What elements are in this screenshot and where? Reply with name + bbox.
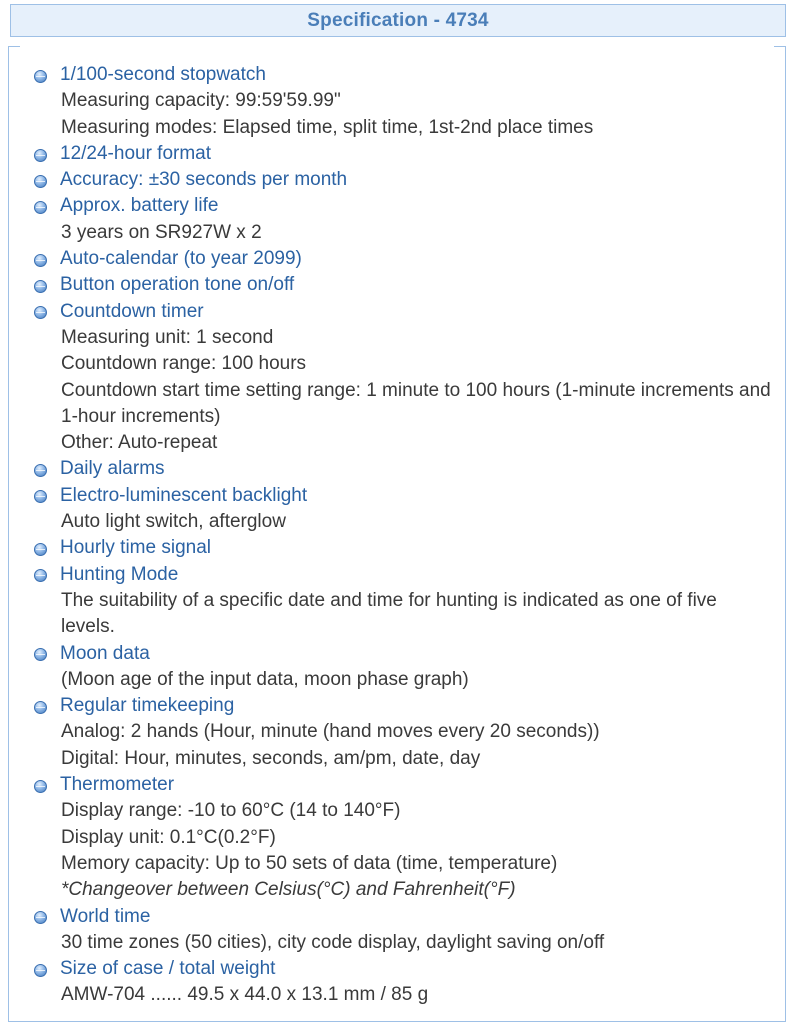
bullet-icon xyxy=(34,780,47,793)
spec-item-header xyxy=(34,483,774,509)
bullet-icon xyxy=(34,569,47,582)
bullet-icon xyxy=(34,280,47,293)
spec-item-header xyxy=(34,641,774,667)
spec-title: Approx. battery life xyxy=(60,195,219,217)
spec-item-header xyxy=(34,772,774,798)
spec-item-header xyxy=(34,167,774,193)
panel-corner-right xyxy=(774,46,786,47)
spec-item-header xyxy=(34,904,774,930)
spec-title: Button operation tone on/off xyxy=(60,274,295,296)
bullet-icon xyxy=(34,543,47,556)
spec-detail: The suitability of a specific date and time for hunting is indicated as one of five levels. xyxy=(61,589,717,638)
bullet-icon xyxy=(34,254,47,267)
bullet-icon xyxy=(34,911,47,924)
spec-item xyxy=(34,641,774,694)
spec-item xyxy=(34,141,774,167)
spec-detail: (Moon age of the input data, moon phase graph) xyxy=(61,668,469,690)
spec-detail: Memory capacity: Up to 50 sets of data (time, temperature) xyxy=(61,852,558,874)
spec-detail: AMW-704 ...... 49.5 x 44.0 x 13.1 mm / 85 g xyxy=(61,984,429,1006)
spec-title: Daily alarms xyxy=(60,458,165,480)
spec-detail: Other: Auto-repeat xyxy=(61,432,218,454)
spec-title: 1/100-second stopwatch xyxy=(60,64,266,85)
bullet-icon xyxy=(34,201,47,214)
spec-item xyxy=(34,772,774,903)
spec-detail: Countdown range: 100 hours xyxy=(61,353,307,375)
spec-title: Hourly time signal xyxy=(60,537,211,559)
bullet-icon xyxy=(34,648,47,661)
spec-item xyxy=(34,456,774,482)
spec-item-header xyxy=(34,562,774,588)
spec-title: World time xyxy=(60,905,151,927)
spec-note: *Changeover between Celsius(°C) and Fahrenheit(°F) xyxy=(61,879,516,901)
spec-item-header xyxy=(34,62,774,88)
spec-title: Accuracy: ±30 seconds per month xyxy=(60,169,348,191)
spec-title: Moon data xyxy=(60,642,150,664)
spec-list xyxy=(34,62,774,1009)
page-title: Specification - 4734 xyxy=(307,9,489,31)
spec-item xyxy=(34,193,774,246)
spec-detail: Digital: Hour, minutes, seconds, am/pm, date, day xyxy=(61,747,481,769)
spec-item-header xyxy=(34,141,774,167)
spec-item xyxy=(34,272,774,298)
spec-item-header xyxy=(34,246,774,272)
bullet-icon xyxy=(34,464,47,477)
bullet-icon xyxy=(34,701,47,714)
bullet-icon xyxy=(34,175,47,188)
spec-item xyxy=(34,904,774,957)
spec-item xyxy=(34,246,774,272)
spec-title: Thermometer xyxy=(60,774,175,796)
spec-item-header xyxy=(34,456,774,482)
spec-detail: Measuring unit: 1 second xyxy=(61,326,274,348)
spec-detail: Countdown start time setting range: 1 minute to 100 hours (1-minute increments and 1-hour increments) xyxy=(61,379,771,427)
spec-detail: Measuring capacity: 99:59'59.99" xyxy=(61,90,341,112)
spec-detail: Display unit: 0.1°C(0.2°F) xyxy=(61,826,276,848)
spec-title: 12/24-hour format xyxy=(60,142,212,164)
spec-detail: Analog: 2 hands (Hour, minute (hand moves every 20 seconds)) xyxy=(61,721,600,743)
spec-detail: Display range: -10 to 60°C (14 to 140°F) xyxy=(61,800,401,822)
spec-detail: 3 years on SR927W x 2 xyxy=(61,221,262,243)
spec-item-header xyxy=(34,956,774,982)
spec-detail: Measuring modes: Elapsed time, split time, 1st-2nd place times xyxy=(61,116,594,138)
spec-title: Hunting Mode xyxy=(60,563,179,585)
spec-title: Regular timekeeping xyxy=(60,695,235,717)
bullet-icon xyxy=(34,964,47,977)
spec-title: Size of case / total weight xyxy=(60,958,276,980)
bullet-icon xyxy=(34,490,47,503)
spec-item xyxy=(34,167,774,193)
spec-item xyxy=(34,62,774,141)
spec-header xyxy=(10,4,786,37)
spec-item xyxy=(34,299,774,457)
spec-item-header xyxy=(34,535,774,561)
spec-title: Electro-luminescent backlight xyxy=(60,484,308,506)
spec-title: Countdown timer xyxy=(60,300,204,322)
spec-item xyxy=(34,483,774,536)
spec-item xyxy=(34,535,774,561)
spec-item-header xyxy=(34,193,774,219)
spec-item xyxy=(34,693,774,772)
spec-detail: 30 time zones (50 cities), city code display, daylight saving on/off xyxy=(61,931,605,953)
panel-corner-left xyxy=(8,46,20,47)
bullet-icon xyxy=(34,306,47,319)
spec-item-header xyxy=(34,272,774,298)
spec-title: Auto-calendar (to year 2099) xyxy=(60,248,302,270)
spec-item-header xyxy=(34,299,774,325)
spec-item-header xyxy=(34,693,774,719)
bullet-icon xyxy=(34,149,47,162)
spec-item xyxy=(34,562,774,641)
spec-detail: Auto light switch, afterglow xyxy=(61,511,286,533)
spec-item xyxy=(34,956,774,1009)
bullet-icon xyxy=(34,70,47,83)
